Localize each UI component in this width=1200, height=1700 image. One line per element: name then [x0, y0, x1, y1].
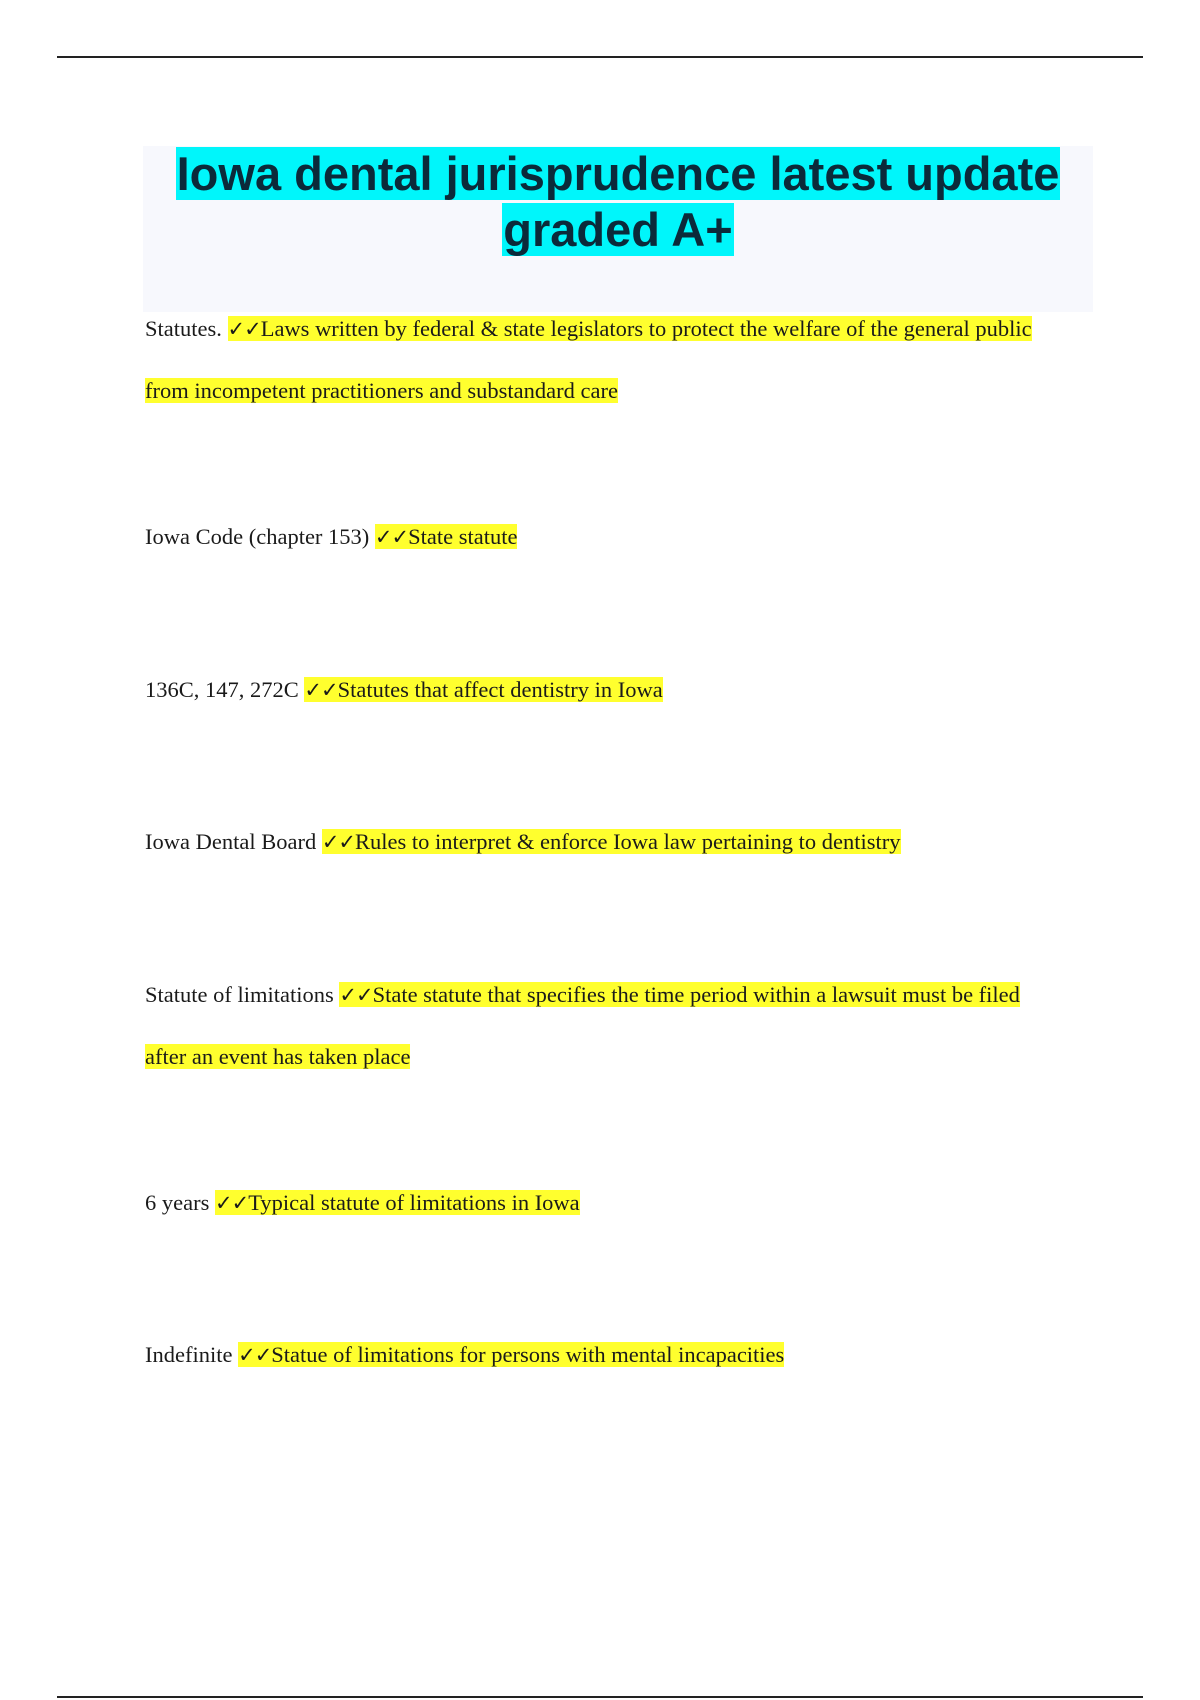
qa-entry: [145, 659, 1045, 721]
entry-answer-text: Statutes that affect dentistry in Iowa: [337, 677, 663, 702]
entry-answer-text: Laws written by federal & state legislators to protect the welfare of the general public from incompetent practitioners and substandard care: [145, 316, 1032, 403]
qa-entry: [145, 1172, 1045, 1234]
title-line-2: graded A+: [503, 203, 733, 256]
qa-entry: [145, 506, 1045, 568]
double-check-icon: ✓✓: [339, 983, 373, 1007]
entry-answer-text: State statute that specifies the time period within a lawsuit must be filed after an event has taken place: [145, 982, 1020, 1069]
entry-answer: [304, 677, 662, 702]
entry-term: Statute of limitations: [145, 982, 334, 1007]
double-check-icon: ✓✓: [227, 317, 261, 341]
entry-answer-text: Statue of limitations for persons with mental incapacities: [271, 1342, 785, 1367]
entry-answer-text: State statute: [408, 524, 518, 549]
qa-entry: [145, 811, 1045, 873]
entry-answer: [215, 1190, 580, 1215]
double-check-icon: ✓✓: [238, 1343, 272, 1367]
entry-term: Statutes.: [145, 316, 222, 341]
qa-entry: [145, 298, 1045, 421]
double-check-icon: ✓✓: [321, 830, 356, 854]
document-title: [143, 146, 1093, 258]
entry-term: 136C, 147, 272C: [145, 677, 299, 702]
entry-answer: [375, 524, 518, 549]
entry-answer: [145, 316, 1032, 403]
entry-answer-text: Typical statute of limitations in Iowa: [248, 1190, 580, 1215]
double-check-icon: ✓✓: [214, 1191, 249, 1215]
entry-term: Iowa Code (chapter 153): [145, 524, 370, 549]
title-line-1: Iowa dental jurisprudence latest update: [176, 147, 1060, 200]
entry-answer: [238, 1342, 784, 1367]
entry-answer: [322, 829, 901, 854]
bottom-rule: [57, 1696, 1143, 1698]
entry-term: Iowa Dental Board: [145, 829, 317, 854]
qa-entry: [145, 1324, 1045, 1386]
qa-entry: [145, 964, 1045, 1087]
double-check-icon: ✓✓: [374, 525, 409, 549]
entry-term: Indefinite: [145, 1342, 233, 1367]
double-check-icon: ✓✓: [304, 678, 338, 702]
top-rule: [57, 56, 1143, 58]
entry-answer-text: Rules to interpret & enforce Iowa law pertaining to dentistry: [355, 829, 901, 854]
title-box: [143, 146, 1093, 312]
entry-term: 6 years: [145, 1190, 210, 1215]
